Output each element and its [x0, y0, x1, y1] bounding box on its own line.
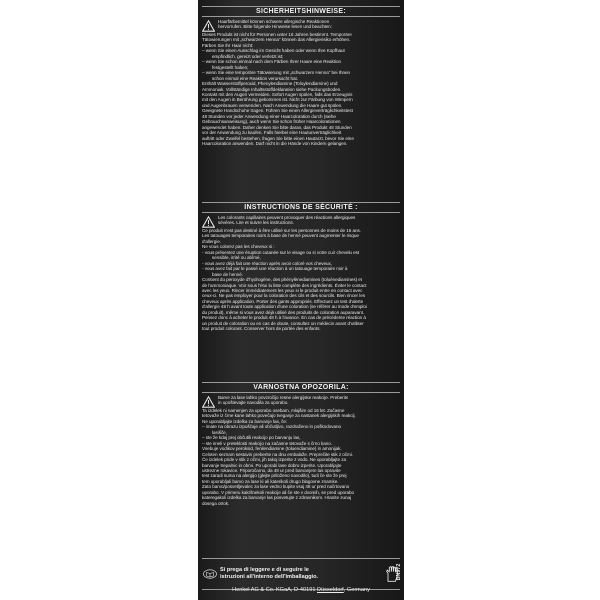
text-line: Pensez donc à acheter le produit 48 h à l'avance. En cas de précédente réaction à [202, 315, 366, 321]
text-line: ustrezne rokavice. Priporočamo, da 48 ur pred barvanjem las opravite [202, 467, 341, 473]
croatian-warning-text [218, 395, 348, 406]
german-safety-section [202, 6, 400, 147]
footer-notice-line: Si prega di leggere e di seguire le [220, 567, 309, 574]
french-section-title: INSTRUCTIONS DE SÉCURITÉ : [202, 202, 400, 213]
text-line: dosega otrok. [202, 500, 230, 506]
warning-triangle-icon [202, 396, 215, 408]
text-line: Zato barvo/posvetljevalec za lase vedno kupite vsaj 48 ur pred načrtovano [202, 484, 350, 490]
croatian-body-text [202, 408, 400, 506]
text-line: base de henné. [212, 271, 243, 277]
footer-notice-line: istruzioni all'interno dell'imballaggio. [220, 574, 319, 580]
text-line: - vous avez déjà fait une réaction après avoir coloré vos cheveux, [202, 260, 332, 266]
text-line: – wenn Sie einen Ausschlag im Gesicht haben oder wenn Ihre Kopfhaut [202, 48, 345, 54]
text-line: Les colorants capillaires peuvent provoquer des réactions allergiques [218, 215, 356, 220]
text-line: - vous avez fait par le passé une réaction à un tatouage temporaire noir à [202, 266, 348, 272]
german-section-title: SICHERHEITSHINWEISE: [202, 6, 400, 17]
text-line: de l'ammoniaque. Voir sous l'étui la liste complète des ingrédients. Éviter le contact [202, 282, 367, 288]
company-country: , Germany [343, 587, 370, 593]
text-line: – wenn Sie schon einmal nach dem Färben Ihrer Haare eine Reaktion [202, 59, 341, 65]
company-name: Henkel AG & Co. KGaA, D-40191 [232, 587, 317, 593]
text-line: sévères. Lire et suivre les instructions. [218, 220, 294, 226]
footer-notice-text [220, 567, 382, 580]
text-line: Enthält Wasserstoffperoxid, Phenylendiamine (Toluylendiamine) und [202, 81, 338, 87]
german-warning-row [202, 19, 400, 32]
footer-notice-row [202, 558, 400, 590]
croatian-warning-row [202, 395, 400, 408]
text-line: tout produit colorant. Conserver hors de portée des enfants. [202, 326, 321, 332]
french-safety-section [202, 202, 400, 332]
text-line: Geeignete Handschuhe tragen. Führen Sie einen Allergieverträglichkeitstest [202, 108, 353, 114]
text-line: – ste imeli v preteklosti reakcijo na začasne tetovaže s črno kano. [202, 440, 332, 446]
text-line: Gebrauchsanweisung), auch wenn Sie schon früher Haarcolorationen [202, 119, 341, 125]
text-line: in upoštevajte navodila za uporabo. [218, 400, 289, 406]
warning-triangle-icon [202, 20, 215, 32]
text-line: avec les yeux. Rincer immédiatement les yeux si le produit entre en contact avec [202, 287, 363, 293]
text-line: vor der Anwendung zu kaufen. Falls hierbei eine Hautunverträglichkeit [202, 130, 342, 136]
text-line: mit den Augen in Berührung gekommen ist. Nicht zur Färbung von Wimpern [202, 97, 353, 103]
text-line: ceux-ci. Ne pas employer pour la coloration des cils et des sourcils. Bien rincer les [202, 293, 365, 299]
text-line: schon einmal eine Reaktion verursacht hat. [212, 75, 298, 81]
croatian-section-title: VARNOSTNA OPOZORILA: [202, 382, 400, 393]
warning-triangle-icon [202, 216, 215, 228]
text-line: festgestellt haben; [212, 64, 249, 70]
product-code [395, 556, 403, 588]
croatian-safety-section [202, 382, 400, 506]
text-line: – wenn Sie eine temporäre Tätowierung mit „schwarzem Henna" bei Ihnen [202, 70, 350, 76]
product-code-text: BN972 [396, 563, 402, 581]
company-address [202, 587, 400, 593]
text-line: Ammoniak. Vollständige Inhaltsstoffdeklaration siehe Packungsboden. [202, 86, 342, 92]
text-line: d'allergie 48 h avant toute application d'une coloration (se référer au mode d'emploi [202, 304, 367, 310]
text-line: test zaradi suma na alergijo (glejte priloženo navodilo), tudi če ste že prej [202, 473, 347, 479]
german-body-text [202, 32, 400, 147]
text-line: sensible, irrité ou abîmé, [212, 255, 261, 261]
text-line: lasišče, [212, 429, 227, 435]
text-line: Tätowierungen mit „schwarzem Henna" können das Allergierisiko erhöhen. [202, 37, 351, 43]
text-line: Kontakt mit den Augen vermeiden. Sofort Augen spülen, falls das Erzeugnis [202, 91, 353, 97]
text-line: cheveux après application. Porter des gants appropriés. Effectuez un test d'alerte [202, 298, 364, 304]
text-line: Celoten seznam sestavin preberite na dnu embalaže. Preprečite stik z očmi. [202, 451, 354, 457]
text-line: tem uporabljali barvo za lase ki ali katerikoli drugo blagovne znamke. [202, 478, 339, 484]
text-line: 48 Stunden vor jeder Anwendung einer Haarcoloration durch (siehe [202, 113, 336, 119]
text-line: Färben Sie Ihr Haar nicht: [202, 42, 254, 48]
text-line: Če izdelek pride v stik z očmi, jih takoj izperite z vodo. Ne uporabljajte za [202, 457, 346, 463]
safety-label-panel [198, 0, 404, 600]
text-line: d'allergie. [202, 238, 221, 244]
text-line: empfindlich, gereizt oder verletzt ist; [212, 53, 284, 59]
text-line: hervorrufen. Bitte folgende Hinweise lesen und beachten: [218, 24, 332, 30]
german-warning-text [218, 19, 332, 30]
text-line: du produit), même si vous avez déjà utilisé des produits de coloration auparavant. [202, 309, 365, 315]
text-line: Dieses Produkt ist nicht für Personen unter 16 Jahren bestimmt. Temporäre [202, 32, 352, 37]
text-line: angewendet haben. Daher denken Sie bitte daran, das Produkt 48 Stunden [202, 124, 352, 130]
company-city: Düsseldorf [317, 587, 344, 593]
french-body-text [202, 228, 400, 332]
text-line: uporabo. V primeru kakršnekoli reakcije ali če ste v dvomih, se pred uporabo [202, 489, 354, 495]
text-line: Ne vous colorez pas les cheveux si : [202, 244, 275, 250]
text-line: – imate na obrazu izpuščaje ali občutljivo, razdraženo in poškodovano [202, 424, 342, 430]
text-line: – ste že kdaj prej občutili reakcijo po barvanju las, [202, 435, 301, 441]
text-line: Ce produit n'est pas destiné à être utilisé sur les personnes de moins de 16 ans. [202, 228, 361, 233]
text-line: Les tatouages temporaires noirs à base de henné peuvent augmenter le risque [202, 233, 359, 239]
text-line: Contient du peroxyde d'hydrogène, des phénylènediamines (toluènediamines) et [202, 277, 363, 283]
text-line: - vous présentez une éruption cutanée sur le visage ou si votre cuir chevelu est [202, 249, 360, 255]
text-line: Haarfärbemittel können schwere allergische Reaktionen [218, 19, 330, 24]
text-line: Vsebuje vodikov peroksid, fenilendiamine (toluendiamine) in amonijak. [202, 446, 342, 452]
text-line: Barve za lase lahko povzročijo resne alergijske reakcije. Preberite [218, 395, 349, 400]
french-warning-text [218, 215, 355, 226]
text-line: auftritt oder Zweifel bestehen, fragen Sie bitte einen Hautarzt, bevor Sie eine [202, 135, 354, 141]
text-line: un produit de coloration ou en cas de doute, consultez un médecin avant d'utiliser [202, 320, 364, 326]
text-line: Haarcoloration anwenden. Darf nicht in die Hände von Kindern gelangen. [202, 141, 348, 147]
text-line: kateregakoli izdelka za barvanje las posvetujte z zdravnikom. Hranite zunaj [202, 495, 351, 501]
text-line: Ta izdelek ni namenjen za uporabo osebam, mlajšim od 16 let. Začasne [202, 408, 345, 413]
text-line: und Augenbrauen verwenden. Nach Anwendung die Haare gut spülen. [202, 102, 343, 108]
book-icon [203, 569, 217, 579]
french-warning-row [202, 215, 400, 228]
text-line: Ne uporabljajte izdelka za barvanje las, če: [202, 418, 288, 424]
text-line: barvanje trepalnic in obrvi. Po uporabi lase dobro izperite. Uporabljajte [202, 462, 342, 468]
text-line: tetovaže iz črne kane lahko povečajo tveganje za nastanek alergijskih reakcij. [202, 413, 356, 419]
